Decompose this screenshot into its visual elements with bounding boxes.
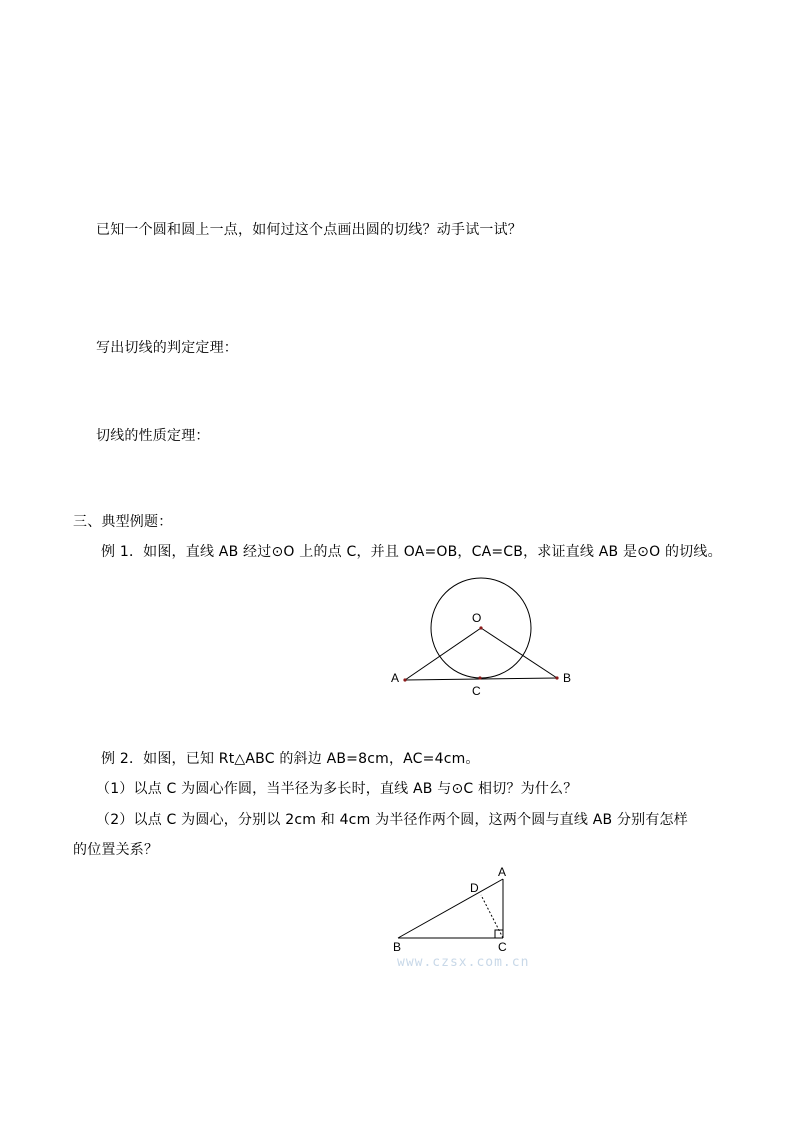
question-tangent-criterion: 写出切线的判定定理： — [96, 340, 238, 356]
label-c: C — [472, 684, 481, 698]
question-tangent-property: 切线的性质定理： — [96, 428, 210, 444]
dashed-cd — [481, 895, 503, 938]
label-o: O — [472, 611, 482, 625]
example-2-part-2-line-1: （2）以点 C 为圆心，分别以 2cm 和 4cm 为半径作两个圆，这两个圆与直线 AB 分别有怎样 — [96, 812, 688, 828]
section-heading: 三、典型例题： — [73, 514, 173, 530]
label-c: C — [498, 940, 507, 954]
label-d: D — [470, 881, 479, 895]
label-a: A — [498, 865, 507, 879]
right-angle-mark — [495, 930, 503, 938]
hypotenuse-ab — [398, 879, 503, 938]
example-1-text: 例 1．如图，直线 AB 经过⊙O 上的点 C，并且 OA=OB，CA=CB，求证直线 AB 是⊙O 的切线。 — [101, 544, 722, 560]
label-a: A — [391, 671, 400, 685]
question-tangent-construction: 已知一个圆和圆上一点，如何过这个点画出圆的切线？动手试一试？ — [96, 222, 522, 238]
example-2-text: 例 2．如图，已知 Rt△ABC 的斜边 AB=8cm，AC=4cm。 — [101, 751, 480, 767]
watermark: www.czsx.com.cn — [397, 955, 530, 970]
label-b: B — [393, 940, 402, 954]
example-2-part-2-line-2: 的位置关系？ — [73, 842, 159, 858]
example-2-part-1: （1）以点 C 为圆心作圆，当半径为多长时，直线 AB 与⊙C 相切？为什么？ — [96, 781, 578, 797]
label-b: B — [563, 671, 572, 685]
